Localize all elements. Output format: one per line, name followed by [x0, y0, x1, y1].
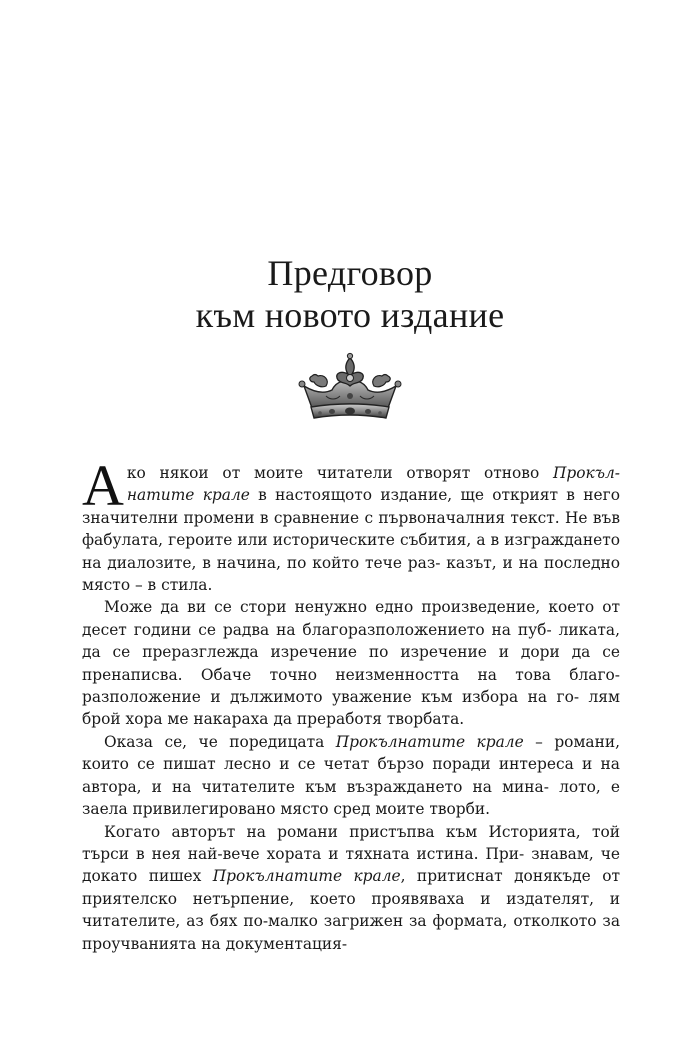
- drop-cap: А: [82, 453, 124, 518]
- crown-ornament: [0, 352, 700, 428]
- paragraph-2: [82, 596, 620, 730]
- p4-line-1: Когато авторът на романи пристъпва към Историята,: [104, 822, 581, 841]
- title-line-1: Предговор: [267, 253, 433, 293]
- p3-book-title: Прокълнатите крале: [335, 732, 524, 751]
- paragraph-1: [82, 453, 620, 596]
- p2-line-6: лям брой хора ме накараха да преработя творбата.: [82, 688, 620, 729]
- p4-line-6: формата, отколкото за проучванията на документация-: [82, 912, 620, 953]
- p3-line-1-end: – романи,: [523, 732, 621, 751]
- p1-book-title-b: натите крале: [126, 486, 250, 505]
- p3-line-4: лото, е заела привилегировано място сред моите творби.: [82, 777, 620, 819]
- body-text: [82, 453, 621, 955]
- p3-line-1: Оказа се, че поредицата: [104, 732, 336, 751]
- p1-line-1: ко някои от моите читатели отворят отново: [126, 464, 553, 482]
- p4-line-5: и издателят, и читателите, аз бях по-малко загрижен за: [82, 889, 620, 931]
- p4-line-3: знавам, че докато пишех: [82, 844, 620, 886]
- p1-line-2: в настоящото издание, ще открият в него: [249, 486, 620, 505]
- p1-line-6: казът, и на последно място – в стила.: [82, 553, 620, 595]
- p1-line-3: значителни промени в сравнение с първоначалния текст.: [82, 508, 560, 527]
- paragraph-4: [82, 821, 620, 955]
- p2-line-5: разположение и дължимото уважение към избора на го-: [82, 688, 580, 707]
- title-line-2: към новото издание: [195, 295, 505, 335]
- p3-line-3: на автора, и на читателите към възраждането на мина-: [82, 755, 620, 796]
- chapter-title: [0, 252, 700, 336]
- p2-line-3: ликата, да се преразглежда изречение по изречение и дори: [82, 620, 620, 662]
- p2-line-4: да се пренаписва. Обаче точно неизменността на това благо-: [82, 643, 620, 684]
- p4-line-2: той търси в нея най-вече хората и тяхната истина. При-: [82, 822, 620, 863]
- paragraph-3: [82, 731, 620, 821]
- p3-line-2: които се пишат лесно и се четат бързо поради интереса и: [82, 755, 593, 774]
- p2-line-2: от десет години се радва на благоразположението на пуб-: [82, 598, 620, 639]
- p1-book-title-a: Прокъл-: [553, 464, 620, 482]
- p4-line-4: донякъде от приятелско нетърпение, което проявяваха: [82, 867, 620, 908]
- p4-line-3-end: , притиснат: [400, 867, 503, 886]
- crown-icon: [296, 352, 404, 424]
- p2-line-1: Може да ви се стори ненужно едно произведение, което: [104, 598, 595, 617]
- p1-line-5: изграждането на диалозите, в начина, по който тече раз-: [82, 531, 620, 572]
- p4-book-title: Прокълнатите крале: [212, 867, 401, 886]
- p1-line-4: Не във фабулата, героите или историческите събития, а в: [82, 508, 620, 550]
